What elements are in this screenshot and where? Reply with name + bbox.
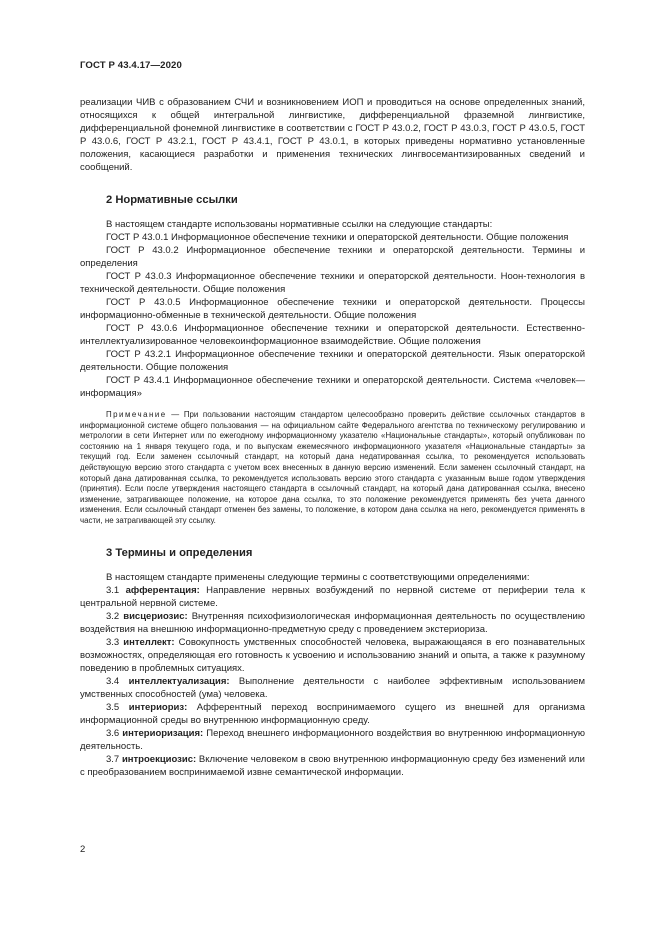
term-name: интеллектуализация: <box>128 675 230 687</box>
term-definition <box>80 636 585 675</box>
term-definition <box>80 675 585 701</box>
term-text: Совокупность умственных способностей человека, выражающаяся в его познавательных возможностях, определяющая его готовность к усвоению и использованию знаний и опыта, а также к разумному поведению в проблемных ситуациях. <box>80 636 585 674</box>
term-name: интериориз: <box>128 701 188 713</box>
normative-reference: ГОСТ Р 43.2.1 Информационное обеспечение техники и операторской деятельности. Язык операторской деятельности. Общие положения <box>80 349 585 373</box>
term-text: Направление нервных возбуждений по нервной системе от периферии тела к центральной нервной системе. <box>80 584 585 609</box>
normative-reference: ГОСТ Р 43.0.2 Информационное обеспечение техники и операторской деятельности. Термины и определения <box>80 245 585 269</box>
term-definition <box>80 753 585 779</box>
term-text: Включение человеком в свою внутреннюю информационную среду без изменений или с преобразованием воспринимаемой извне семантической информации. <box>80 753 585 778</box>
term-name: интериоризация: <box>122 727 204 739</box>
term-definition <box>80 610 585 636</box>
term-number: 3.5 <box>106 701 129 713</box>
term-text: Афферентный переход воспринимаемого сущего из внешней для организма информационной среды во внутреннюю информационную среду. <box>80 701 585 726</box>
note-text: — При пользовании настоящим стандартом целесообразно проверить действие ссылочных стандартов в информационной системе общего пользования — на официальном сайте Федерального агентства по техническому регулированию и метрологии в сети Интернет или по ежегодному информационному указателю «Национальные стандарты», который опубликован по состоянию на 1 января текущего года, и по выпускам ежемесячного информационного указателя «Национальные стандарты» за текущий год. Если заменен ссылочный стандарт, на который дана недатированная ссылка, то рекомендуется использовать действующую версию этого стандарта с учетом всех внесенных в данную версию изменений. Если заменен ссылочный стандарт, на который дана датированная ссылка, то рекомендуется использовать версию этого стандарта с указанным выше годом утверждения (принятия). Если после утверждения настоящего стандарта в ссылочный стандарт, на который дана датированная ссылка, внесено изменение, затрагивающее положение, на которое дана ссылка, то это положение рекомендуется применять без учета данного изменения. Если ссылочный стандарт отменен без замены, то положение, в котором дана ссылка на него, рекомендуется применять в части, не затрагивающей эту ссылку. <box>80 410 585 525</box>
page-body <box>80 96 585 779</box>
page-header: ГОСТ Р 43.4.17—2020 <box>80 60 182 71</box>
note-paragraph <box>80 410 585 527</box>
term-text: Внутренняя психофизиологическая информационная деятельность по осуществлению воздействия на внешнюю информационно-предметную среду с проведением экстериоризa. <box>80 610 585 635</box>
term-number: 3.4 <box>106 675 129 687</box>
term-definition <box>80 584 585 610</box>
normative-reference: ГОСТ Р 43.0.1 Информационное обеспечение техники и операторской деятельности. Общие положения <box>106 232 569 243</box>
term-definition <box>80 701 585 727</box>
term-number: 3.7 <box>106 753 122 765</box>
term-name: интроекциозис: <box>121 753 197 765</box>
term-name: интеллект: <box>123 636 175 648</box>
section-2-heading: 2 Нормативные ссылки <box>106 194 238 206</box>
section-3-heading: 3 Термины и определения <box>106 546 253 559</box>
term-number: 3.1 <box>106 584 126 596</box>
normative-reference: ГОСТ Р 43.0.6 Информационное обеспечение техники и операторской деятельности. Естественно-интеллектуализированное человекоинформационное взаимодействие. Общие положения <box>80 323 585 347</box>
page-number: 2 <box>80 844 86 855</box>
term-number: 3.2 <box>106 610 124 622</box>
note-label: Примечание <box>106 410 167 419</box>
intro-paragraph: реализации ЧИВ с образованием СЧИ и возникновением ИОП и проводиться на основе определенных знаний, относящихся к общей интегральной лингвистике, дифференциальной фраземной лингвистике, дифференциальной фонемной лингвистике в соответствии с ГОСТ Р 43.0.2, ГОСТ Р 43.0.3, ГОСТ Р 43.0.5, ГОСТ Р 43.0.6, ГОСТ Р 43.2.1, ГОСТ Р 43.4.1, ГОСТ Р 43.0.1, в которых приведены нормативно установленные положения, касающиеся разработки и применения технических лингвосемантизированных сведений и сообщений. <box>80 97 585 173</box>
term-number: 3.6 <box>106 727 123 739</box>
term-name: висцериозис: <box>123 610 188 622</box>
term-text: Выполнение деятельности с наиболее эффективным использованием умственных способностей (ума) человека. <box>80 675 585 700</box>
term-text: Переход внешнего информационного воздействия во внутреннюю информационную деятельность. <box>80 727 585 752</box>
term-name: афферентация: <box>125 584 200 596</box>
normative-reference: ГОСТ Р 43.0.5 Информационное обеспечение техники и операторской деятельности. Процессы информационно-обменные в технической деятельности. Общие положения <box>80 297 585 321</box>
section-2-intro: В настоящем стандарте использованы нормативные ссылки на следующие стандарты: <box>106 219 493 230</box>
term-number: 3.3 <box>106 636 124 648</box>
term-definition <box>80 727 585 753</box>
normative-reference: ГОСТ Р 43.4.1 Информационное обеспечение техники и операторской деятельности. Система «человек—информация» <box>80 375 585 399</box>
section-3-intro: В настоящем стандарте применены следующие термины с соответствующими определениями: <box>106 571 530 583</box>
normative-reference: ГОСТ Р 43.0.3 Информационное обеспечение техники и операторской деятельности. Ноон-технология в технической деятельности. Общие положения <box>80 271 585 295</box>
